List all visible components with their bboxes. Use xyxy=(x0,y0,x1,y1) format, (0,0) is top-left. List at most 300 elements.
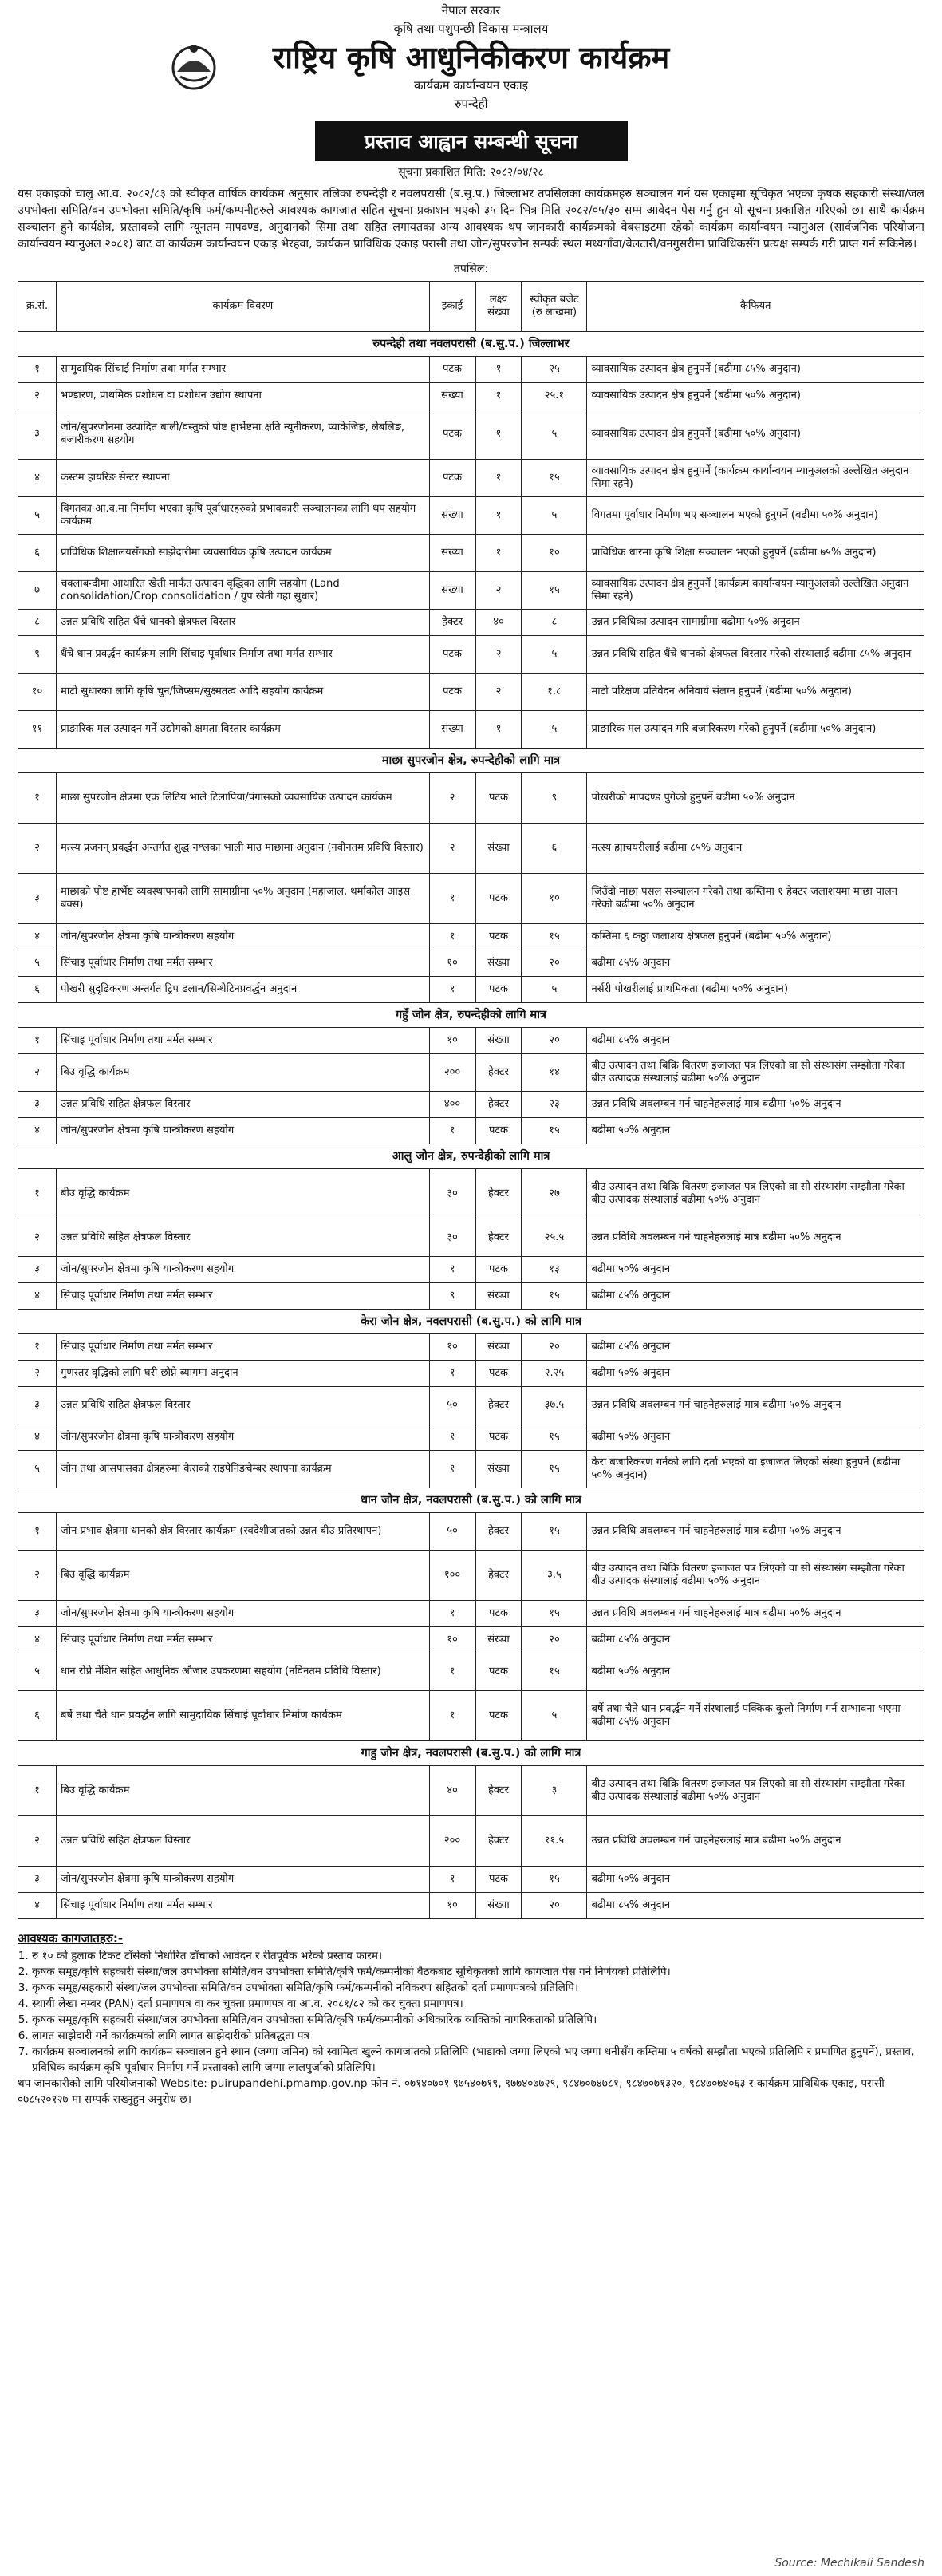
ministry-name: कृषि तथा पशुपन्छी विकास मन्त्रालय xyxy=(393,22,549,36)
row-target: ४० xyxy=(475,610,522,636)
row-remarks: उन्नत प्रविधि अवलम्बन गर्न चाहनेहरुलाई मात्र बढीमा ५०% अनुदान xyxy=(587,1219,924,1257)
row-sn: ४ xyxy=(18,1627,57,1653)
required-docs xyxy=(18,1930,924,2108)
table-row xyxy=(18,977,924,1003)
table-row xyxy=(18,1334,924,1361)
row-description: प्राविधिक शिक्षालयसँगको साझेदारीमा व्यवसायिक कृषि उत्पादन कार्यक्रम xyxy=(56,535,429,572)
table-row xyxy=(18,636,924,674)
table-row xyxy=(18,1766,924,1816)
row-sn: ११ xyxy=(18,711,57,749)
row-budget: १५ xyxy=(522,1118,587,1144)
row-target: हेक्टर xyxy=(475,1169,522,1219)
row-sn: ३ xyxy=(18,1092,57,1118)
table-header-row xyxy=(18,282,924,332)
row-budget: १५ xyxy=(522,1283,587,1310)
row-unit: १० xyxy=(429,1028,475,1054)
section-header-row xyxy=(18,1310,924,1334)
row-target: हेक्टर xyxy=(475,1766,522,1816)
col-sn-header: क्र.सं. xyxy=(18,282,57,332)
row-remarks: जिउँदो माछा पसल सञ्चालन गरेको तथा कम्तिमा १ हेक्टर जलाशयमा माछा पालन गरेको बढीमा ५०% अनुदान xyxy=(587,874,924,924)
row-sn: ६ xyxy=(18,977,57,1003)
col-unit-header: इकाई xyxy=(429,282,475,332)
row-budget: २० xyxy=(522,950,587,977)
table-row xyxy=(18,773,924,824)
row-sn: २ xyxy=(18,383,57,409)
row-sn: ३ xyxy=(18,409,57,460)
row-description: माछाको पोष्ट हार्भेष्ट व्यवस्थापनको लागि सामाग्रीमा ५०% अनुदान (महाजाल, थर्माकोल आइस बक्स) xyxy=(56,874,429,924)
row-unit: २ xyxy=(429,824,475,874)
row-description: जोन/सुपरजोन क्षेत्रमा कृषि यान्त्रीकरण सहयोग xyxy=(56,1257,429,1283)
row-sn: १ xyxy=(18,1334,57,1361)
row-remarks: बीउ उत्पादन तथा बिक्रि वितरण इजाजत पत्र लिएको वा सो संस्थासंग सम्झौता गरेका बीउ उत्पादक संस्थालाई बढीमा ५०% अनुदान xyxy=(587,1169,924,1219)
row-target: १ xyxy=(475,460,522,497)
row-sn: ८ xyxy=(18,610,57,636)
row-budget: २० xyxy=(522,1893,587,1919)
docs-list xyxy=(18,1948,924,2076)
row-sn: ३ xyxy=(18,1601,57,1627)
row-sn: ४ xyxy=(18,1893,57,1919)
row-target: पटक xyxy=(475,1653,522,1691)
row-target: संख्या xyxy=(475,824,522,874)
row-description: बिउ वृद्धि कार्यक्रम xyxy=(56,1766,429,1816)
row-sn: १ xyxy=(18,1766,57,1816)
row-remarks: मत्स्य ह्याचयरीलाई बढीमा ८५% अनुदान xyxy=(587,824,924,874)
row-description: पोखरी सुदृढिकरण अन्तर्गत ट्रिप ढलान/सिन्थेटिनप्रवर्द्धन अनुदान xyxy=(56,977,429,1003)
row-sn: ५ xyxy=(18,1653,57,1691)
table-row xyxy=(18,383,924,409)
row-unit: पटक xyxy=(429,409,475,460)
table-row xyxy=(18,1361,924,1387)
table-row xyxy=(18,674,924,711)
table-row xyxy=(18,1601,924,1627)
row-remarks: बीउ उत्पादन तथा बिक्रि वितरण इजाजत पत्र लिएको वा सो संस्थासंग सम्झौता गरेका बीउ उत्पादक संस्थालाई बढीमा ५०% अनुदान xyxy=(587,1054,924,1092)
row-target: हेक्टर xyxy=(475,1387,522,1424)
row-target: पटक xyxy=(475,1691,522,1741)
gov-name: नेपाल सरकार xyxy=(441,3,501,18)
table-row xyxy=(18,1691,924,1741)
row-budget: २० xyxy=(522,1028,587,1054)
row-target: पटक xyxy=(475,874,522,924)
row-remarks: व्यावसायिक उत्पादन क्षेत्र हुनुपर्ने (कार्यक्रम कार्यान्वयन म्यानुअलको उल्लेखित अनुदान सिमा रहने) xyxy=(587,572,924,610)
row-description: धान रोप्ने मेशिन सहित आधुनिक औजार उपकरणमा सहयोग (नविनतम प्रविधि विस्तार) xyxy=(56,1653,429,1691)
row-description: भण्डारण, प्राथमिक प्रशोधन वा प्रशोधन उद्योग स्थापना xyxy=(56,383,429,409)
row-target: २ xyxy=(475,674,522,711)
row-remarks: बढीमा ८५% अनुदान xyxy=(587,950,924,977)
row-target: पटक xyxy=(475,924,522,950)
row-unit: १० xyxy=(429,1893,475,1919)
section-title: आलु जोन क्षेत्र, रुपन्देहीको लागि मात्र xyxy=(18,1144,924,1169)
row-description: बीउ वृद्धि कार्यक्रम xyxy=(56,1169,429,1219)
section-title: धान जोन क्षेत्र, नवलपरासी (ब.सु.प.) को लागि मात्र xyxy=(18,1488,924,1513)
row-target: १ xyxy=(475,383,522,409)
table-row xyxy=(18,1028,924,1054)
section-header-row xyxy=(18,1488,924,1513)
table-row xyxy=(18,1816,924,1867)
row-budget: १५ xyxy=(522,1601,587,1627)
row-budget: ३ xyxy=(522,1766,587,1816)
row-unit: १० xyxy=(429,950,475,977)
row-description: माटो सुधारका लागि कृषि चुन/जिप्सम/सुक्ष्मतत्व आदि सहयोग कार्यक्रम xyxy=(56,674,429,711)
table-row xyxy=(18,460,924,497)
row-description: उन्नत प्रविधि सहित क्षेत्रफल विस्तार xyxy=(56,1816,429,1867)
row-remarks: व्यावसायिक उत्पादन क्षेत्र हुनुपर्ने (कार्यक्रम कार्यान्वयन म्यानुअलको उल्लेखित अनुदान सिमा रहने) xyxy=(587,460,924,497)
row-remarks: व्यावसायिक उत्पादन क्षेत्र हुनुपर्ने (बढीमा ५०% अनुदान) xyxy=(587,409,924,460)
row-sn: ५ xyxy=(18,950,57,977)
table-row xyxy=(18,711,924,749)
row-unit: संख्या xyxy=(429,572,475,610)
unit-name: कार्यक्रम कार्यान्वयन एकाइ xyxy=(413,78,529,93)
row-description: सिंचाइ पूर्वाधार निर्माण तथा मर्मत सम्भार xyxy=(56,1334,429,1361)
row-unit: १ xyxy=(429,1257,475,1283)
row-description: चक्लाबन्दीमा आधारित खेती मार्फत उत्पादन वृद्धिका लागि सहयोग (Land consolidation/Crop consolidation / ग्रुप खेती गहा सुधार) xyxy=(56,572,429,610)
row-unit: २०० xyxy=(429,1816,475,1867)
section-header-row xyxy=(18,1144,924,1169)
row-target: पटक xyxy=(475,1118,522,1144)
table-row xyxy=(18,1867,924,1893)
row-sn: ४ xyxy=(18,1283,57,1310)
table-row xyxy=(18,357,924,383)
row-budget: १४ xyxy=(522,1054,587,1092)
row-remarks: प्राङारिक मल उत्पादन गरि बजारिकरण गरेको हुनुपर्ने (बढीमा ५०% अनुदान) xyxy=(587,711,924,749)
row-target: संख्या xyxy=(475,1283,522,1310)
row-budget: १५ xyxy=(522,1867,587,1893)
row-budget: ५ xyxy=(522,711,587,749)
row-sn: १ xyxy=(18,357,57,383)
table-row xyxy=(18,950,924,977)
district-name: रुपन्देही xyxy=(454,97,488,111)
row-remarks: बढीमा ८५% अनुदान xyxy=(587,1893,924,1919)
row-target: पटक xyxy=(475,1867,522,1893)
table-row xyxy=(18,1169,924,1219)
section-header-row xyxy=(18,749,924,773)
row-unit: १ xyxy=(429,1601,475,1627)
row-sn: १ xyxy=(18,1028,57,1054)
row-unit: १ xyxy=(429,1424,475,1451)
table-row xyxy=(18,610,924,636)
row-remarks: व्यावसायिक उत्पादन क्षेत्र हुनुपर्ने (बढीमा ८५% अनुदान) xyxy=(587,357,924,383)
row-budget: २० xyxy=(522,1627,587,1653)
table-row xyxy=(18,1627,924,1653)
col-budget-header: स्वीकृत बजेट (रु लाखमा) xyxy=(522,282,587,332)
row-budget: ९ xyxy=(522,773,587,824)
row-remarks: बीउ उत्पादन तथा बिक्रि वितरण इजाजत पत्र लिएको वा सो संस्थासंग सम्झौता गरेका बीउ उत्पादक संस्थालाई बढीमा ५०% अनुदान xyxy=(587,1766,924,1816)
row-target: १ xyxy=(475,535,522,572)
row-target: संख्या xyxy=(475,1334,522,1361)
row-description: बिउ वृद्धि कार्यक्रम xyxy=(56,1054,429,1092)
row-budget: ५ xyxy=(522,409,587,460)
row-remarks: उन्नत प्रविधि अवलम्बन गर्न चाहनेहरुलाई मात्र बढीमा ५०% अनुदान xyxy=(587,1513,924,1551)
row-description: जोन प्रभाव क्षेत्रमा धानको क्षेत्र विस्तार कार्यक्रम (स्वदेशीजातको उन्नत बीउ प्रतिस्थापन) xyxy=(56,1513,429,1551)
row-budget: ५ xyxy=(522,1691,587,1741)
row-remarks: बढीमा ८५% अनुदान xyxy=(587,1334,924,1361)
row-target: पटक xyxy=(475,1601,522,1627)
row-target: पटक xyxy=(475,773,522,824)
row-remarks: बढीमा ५०% अनुदान xyxy=(587,1867,924,1893)
row-target: १ xyxy=(475,711,522,749)
tapasil-label: तपसिल: xyxy=(453,263,489,275)
section-title: केरा जोन क्षेत्र, नवलपरासी (ब.सु.प.) को लागि मात्र xyxy=(18,1310,924,1334)
table-row xyxy=(18,1653,924,1691)
row-target: १ xyxy=(475,357,522,383)
row-description: जोन/सुपरजोन क्षेत्रमा कृषि यान्त्रीकरण सहयोग xyxy=(56,1118,429,1144)
row-description: सिंचाइ पूर्वाधार निर्माण तथा मर्मत सम्भार xyxy=(56,1893,429,1919)
row-remarks: बीउ उत्पादन तथा बिक्रि वितरण इजाजत पत्र लिएको वा सो संस्थासंग सम्झौता गरेका बीउ उत्पादक संस्थालाई बढीमा ५०% अनुदान xyxy=(587,1551,924,1601)
row-sn: १ xyxy=(18,1169,57,1219)
table-row xyxy=(18,874,924,924)
row-target: संख्या xyxy=(475,1451,522,1488)
row-unit: ३० xyxy=(429,1219,475,1257)
row-budget: १३ xyxy=(522,1257,587,1283)
table-row xyxy=(18,1257,924,1283)
row-target: हेक्टर xyxy=(475,1816,522,1867)
row-unit: पटक xyxy=(429,460,475,497)
row-remarks: प्राविधिक धारमा कृषि शिक्षा सञ्चालन भएको हुनुपर्ने (बढीमा ७५% अनुदान) xyxy=(587,535,924,572)
contact-info: थप जानकारीको लागि परियोजनाको Website: puirupandehi.pmamp.gov.np फोन नं. ०७१४०७०१ ९७५४०७१९, ९७७४०७७२९, ९८४७०७४७८१, ९८४७०७१३२०, ९८४७०७४०६३ र कार्यक्रम प्राविधिक एकाइ, परासी ०७८५२०१२७ मा सम्पर्क राख्नुहुन अनुरोध छ। xyxy=(18,2077,885,2106)
row-sn: ६ xyxy=(18,535,57,572)
row-target: १ xyxy=(475,497,522,535)
row-unit: संख्या xyxy=(429,497,475,535)
row-budget: ५ xyxy=(522,977,587,1003)
row-budget: २७ xyxy=(522,1169,587,1219)
row-remarks: नर्सरी पोखरीलाई प्राथमिकता (बढीमा ५०% अनुदान) xyxy=(587,977,924,1003)
row-target: पटक xyxy=(475,977,522,1003)
row-budget: १.८ xyxy=(522,674,587,711)
row-remarks: बढीमा ८५% अनुदान xyxy=(587,1028,924,1054)
section-title: माछा सुपरजोन क्षेत्र, रुपन्देहीको लागि मात्र xyxy=(18,749,924,773)
row-budget: १५ xyxy=(522,1451,587,1488)
row-unit: १ xyxy=(429,977,475,1003)
row-description: उन्नत प्रविधि सहित क्षेत्रफल विस्तार xyxy=(56,1387,429,1424)
row-description: जोन/सुपरजोन क्षेत्रमा कृषि यान्त्रीकरण सहयोग xyxy=(56,1867,429,1893)
table-row xyxy=(18,824,924,874)
row-budget: ५ xyxy=(522,636,587,674)
row-description: बर्षे तथा चैते धान प्रवर्द्धन लागि सामुदायिक सिंचाई पूर्वाधार निर्माण कार्यक्रम xyxy=(56,1691,429,1741)
row-description: बिउ वृद्धि कार्यक्रम xyxy=(56,1551,429,1601)
row-unit: संख्या xyxy=(429,383,475,409)
table-row xyxy=(18,1513,924,1551)
row-budget: ८ xyxy=(522,610,587,636)
row-sn: १ xyxy=(18,1513,57,1551)
row-budget: २५ xyxy=(522,357,587,383)
row-budget: ३.५ xyxy=(522,1551,587,1601)
section-header-row xyxy=(18,332,924,357)
row-target: संख्या xyxy=(475,1627,522,1653)
row-unit: १ xyxy=(429,874,475,924)
row-description: जोन तथा आसपासका क्षेत्रहरुमा केराको राइपेनिङचेम्बर स्थापना कार्यक्रम xyxy=(56,1451,429,1488)
row-budget: १० xyxy=(522,874,587,924)
docs-title: आवश्यक कागजातहरु:- xyxy=(18,1931,124,1946)
doc-item: 6. लागत साझेदारी गर्ने कार्यक्रमको लागि लागत साझेदारीको प्रतिबद्धता पत्र xyxy=(32,2028,924,2044)
row-unit: पटक xyxy=(429,674,475,711)
row-remarks: बर्षे तथा चैते धान प्रवर्द्धन गर्ने संस्थालाई पक्किक कुलो निर्माण गर्न सम्भावना भएमा बढीमा ८५% अनुदान xyxy=(587,1691,924,1741)
row-target: पटक xyxy=(475,1424,522,1451)
doc-item: 5. कृषक समूह/कृषि सहकारी संस्था/जल उपभोक्ता समिति/वन उपभोक्ता समिति/कृषि फर्म/कम्पनीको अधिकारिक व्यक्तिको नागरिकताको प्रतिलिपि। xyxy=(32,2012,924,2028)
row-remarks: बढीमा ५०% अनुदान xyxy=(587,1257,924,1283)
row-budget: २३ xyxy=(522,1092,587,1118)
row-remarks: माटो परिक्षण प्रतिवेदन अनिवार्य संलग्न हुनुपर्ने (बढीमा ५०% अनुदान) xyxy=(587,674,924,711)
row-unit: १ xyxy=(429,1118,475,1144)
table-row xyxy=(18,1092,924,1118)
row-sn: ३ xyxy=(18,1867,57,1893)
table-row xyxy=(18,1551,924,1601)
row-target: २ xyxy=(475,572,522,610)
row-description: गुणस्तर वृद्धिको लागि घरी छोप्ने ब्यागमा अनुदान xyxy=(56,1361,429,1387)
row-remarks: बढीमा ५०% अनुदान xyxy=(587,1361,924,1387)
row-sn: २ xyxy=(18,1551,57,1601)
col-remarks-header: कैफियत xyxy=(587,282,924,332)
table-row xyxy=(18,924,924,950)
row-remarks: उन्नत प्रविधिका उत्पादन सामाग्रीमा बढीमा ५०% अनुदान xyxy=(587,610,924,636)
row-unit: १० xyxy=(429,1627,475,1653)
row-unit: ४० xyxy=(429,1766,475,1816)
row-unit: ५० xyxy=(429,1387,475,1424)
row-target: संख्या xyxy=(475,1028,522,1054)
table-row xyxy=(18,1118,924,1144)
table-row xyxy=(18,1451,924,1488)
row-description: सिंचाइ पूर्वाधार निर्माण तथा मर्मत सम्भार xyxy=(56,1627,429,1653)
table-row xyxy=(18,572,924,610)
row-budget: ५ xyxy=(522,497,587,535)
row-sn: ४ xyxy=(18,460,57,497)
row-budget: २५.१ xyxy=(522,383,587,409)
row-remarks: उन्नत प्रविधि अवलम्बन गर्न चाहनेहरुलाई मात्र बढीमा ५०% अनुदान xyxy=(587,1601,924,1627)
row-unit: १ xyxy=(429,1691,475,1741)
row-unit: २ xyxy=(429,773,475,824)
row-sn: ३ xyxy=(18,1257,57,1283)
row-unit: १० xyxy=(429,1334,475,1361)
doc-item: 3. कृषक समूह/सहकारी संस्था/जल उपभोक्ता समिति/वन उपभोक्ता समिति/कृषि फर्म/कम्पनीको नविकरण सहितको दर्ता प्रमाणपत्रको प्रतिलिपि। xyxy=(32,1980,924,1996)
row-description: सिंचाइ पूर्वाधार निर्माण तथा मर्मत सम्भार xyxy=(56,1028,429,1054)
publish-date: सूचना प्रकाशित मिति: २०८२/०४/२८ xyxy=(398,166,544,179)
row-budget: २५.५ xyxy=(522,1219,587,1257)
row-description: जोन/सुपरजोन क्षेत्रमा कृषि यान्त्रीकरण सहयोग xyxy=(56,1424,429,1451)
program-table xyxy=(18,281,924,1919)
row-remarks: कम्तिमा ६ कठ्ठा जलाशय क्षेत्रफल हुनुपर्ने (बढीमा ५०% अनुदान) xyxy=(587,924,924,950)
table-row xyxy=(18,497,924,535)
row-sn: ७ xyxy=(18,572,57,610)
row-description: उन्नत प्रविधि सहित क्षेत्रफल विस्तार xyxy=(56,1219,429,1257)
row-unit: १ xyxy=(429,924,475,950)
section-title: रुपन्देही तथा नवलपरासी (ब.सु.प.) जिल्लाभर xyxy=(18,332,924,357)
row-unit: संख्या xyxy=(429,535,475,572)
row-budget: १५ xyxy=(522,1424,587,1451)
intro-paragraph: यस एकाइको चालु आ.व. २०८२/८३ को स्वीकृत वार्षिक कार्यक्रम अनुसार तलिका रुपन्देही र नवलपरासी (ब.सु.प.) जिल्लाभर तपसिलका कार्यक्रमहरु सञ्चालन गर्न यस एकाइमा सूचिकृत भएका कृषक सहकारी संस्था/जल उपभोक्ता समिति/वन उपभोक्ता समिति/कृषि फर्म/कम्पनीहरुले आवश्यक कागजात सहित सूचना प्रकाशन भएको ३५ दिन भित्र मिति २०८२/०५/३० सम्म आवेदन पेस गर्नु हुन यो सूचना प्रकाशित गरिएको छ। साथै कार्यक्रम सञ्चालन हुने कार्यक्षेत्र, प्रस्तावको लागि न्यूनतम मापदण्ड, अनुदानको सिमा तथा सहित लगायतका अन्य आवश्यक थप जानकारी कार्यक्रमको वेबसाइटमा रहेको कार्यक्रम कार्यान्वयन म्यानुअल (सार्वजनिक परियोजना कार्यान्वयन म्यानुअल २०८१) बाट वा कार्यक्रम कार्यान्वयन एकाइ भैरहवा, कार्यक्रम प्राविधिक एकाइ परासी तथा जोन/सुपरजोन सम्पर्क स्थल मध्यगाँवा/बेलटारी/वनगुसरीमा प्राविधिकसँग प्रत्यक्ष सम्पर्क गरी प्राप्त गर्न सकिनेछ। xyxy=(18,188,925,251)
row-budget: ३७.५ xyxy=(522,1387,587,1424)
row-remarks: पोखरीको मापदण्ड पुगेको हुनुपर्ने बढीमा ५०% अनुदान xyxy=(587,773,924,824)
row-sn: ४ xyxy=(18,924,57,950)
row-description: सिंचाइ पूर्वाधार निर्माण तथा मर्मत सम्भार xyxy=(56,1283,429,1310)
row-sn: २ xyxy=(18,1361,57,1387)
row-description: जोन/सुपरजोनमा उत्पादित बाली/वस्तुको पोष्ट हार्भेष्टमा क्षति न्यूनीकरण, प्याकेजिङ, लेबलिङ, बजारीकरण सहयोग xyxy=(56,409,429,460)
row-target: संख्या xyxy=(475,950,522,977)
row-sn: २ xyxy=(18,1816,57,1867)
row-unit: ३० xyxy=(429,1169,475,1219)
row-remarks: बढीमा ५०% अनुदान xyxy=(587,1653,924,1691)
section-title: गाहु जोन क्षेत्र, नवलपरासी (ब.सु.प.) को लागि मात्र xyxy=(18,1741,924,1766)
row-budget: १५ xyxy=(522,1513,587,1551)
col-desc-header: कार्यक्रम विवरण xyxy=(56,282,429,332)
row-remarks: उन्नत प्रविधि सहित धैंचे धानको क्षेत्रफल विस्तार गरेको संस्थालाई बढीमा ८५% अनुदान xyxy=(587,636,924,674)
row-remarks: केरा बजारिकरण गर्नको लागि दर्ता भएको वा इजाजत लिएको संस्था हुनुपर्ने (बढीमा ५०% अनुदान) xyxy=(587,1451,924,1488)
row-description: माछा सुपरजोन क्षेत्रमा एक लिटिय भाले टिलापिया/पंगासको व्यवसायिक उत्पादन कार्यक्रम xyxy=(56,773,429,824)
row-unit: १०० xyxy=(429,1551,475,1601)
row-description: जोन/सुपरजोन क्षेत्रमा कृषि यान्त्रीकरण सहयोग xyxy=(56,1601,429,1627)
row-remarks: व्यावसायिक उत्पादन क्षेत्र हुनुपर्ने (बढीमा ५०% अनुदान) xyxy=(587,383,924,409)
row-target: हेक्टर xyxy=(475,1551,522,1601)
row-unit: १ xyxy=(429,1451,475,1488)
row-target: पटक xyxy=(475,1257,522,1283)
row-sn: २ xyxy=(18,1219,57,1257)
row-budget: ६ xyxy=(522,824,587,874)
col-target-header: लक्ष्य संख्या xyxy=(475,282,522,332)
row-description: विगतका आ.व.मा निर्माण भएका कृषि पूर्वाधारहरुको प्रभावकारी सञ्चालनका लागि थप सहयोग कार्यक्रम xyxy=(56,497,429,535)
row-sn: ५ xyxy=(18,1451,57,1488)
row-remarks: विगतमा पूर्वाधार निर्माण भए सञ्चालन भएको हुनुपर्ने (बढीमा ५०% अनुदान) xyxy=(587,497,924,535)
section-header-row xyxy=(18,1741,924,1766)
row-budget: १० xyxy=(522,535,587,572)
row-budget: २० xyxy=(522,1334,587,1361)
table-row xyxy=(18,1283,924,1310)
table-row xyxy=(18,1054,924,1092)
row-description: उन्नत प्रविधि सहित धैंचे धानको क्षेत्रफल विस्तार xyxy=(56,610,429,636)
row-budget: ११.५ xyxy=(522,1816,587,1867)
doc-item: 1. रु १० को हुलाक टिकट टाँसेको निर्धारित ढाँचाको आवेदन र रीतपूर्वक भरेको प्रस्ताव फारम। xyxy=(32,1948,924,1964)
row-description: उन्नत प्रविधि सहित क्षेत्रफल विस्तार xyxy=(56,1092,429,1118)
row-remarks: बढीमा ५०% अनुदान xyxy=(587,1118,924,1144)
row-description: सामुदायिक सिंचाई निर्माण तथा मर्मत सम्भार xyxy=(56,357,429,383)
doc-item: 7. कार्यक्रम सञ्चालनको लागि कार्यक्रम सञ्चालन हुने स्थान (जग्गा जमिन) को स्वामित्व खुल्ने कागजातको प्रतिलिपि (भाडाको जग्गा लिएको भए जग्गा धनीसँग कम्तिमा ५ वर्षको सम्झौता भएको प्रतिलिपि र प्रमाणित हुनुपर्ने), प्रस्ताव, प्रविधिक कार्यक्रम कृषि पूर्वाधार निर्माण गर्ने प्रस्तावको लागि जग्गा लालपुर्जाको प्रतिलिपि। xyxy=(32,2044,924,2076)
table-row xyxy=(18,1893,924,1919)
row-unit: पटक xyxy=(429,357,475,383)
row-sn: २ xyxy=(18,824,57,874)
row-sn: ४ xyxy=(18,1424,57,1451)
row-description: प्राङारिक मल उत्पादन गर्ने उद्योगको क्षमता विस्तार कार्यक्रम xyxy=(56,711,429,749)
table-row xyxy=(18,535,924,572)
row-description: सिंचाइ पूर्वाधार निर्माण तथा मर्मत सम्भार xyxy=(56,950,429,977)
row-sn: २ xyxy=(18,1054,57,1092)
section-title: गहुँ जोन क्षेत्र, रुपन्देहीको लागि मात्र xyxy=(18,1003,924,1028)
row-budget: १५ xyxy=(522,460,587,497)
row-unit: ४०० xyxy=(429,1092,475,1118)
row-unit: १ xyxy=(429,1361,475,1387)
row-unit: ५० xyxy=(429,1513,475,1551)
row-description: मत्स्य प्रजनन् प्रवर्द्धन अन्तर्गत शुद्ध नश्लका भाली माउ माछामा अनुदान (नवीनतम प्रविधि विस्तार) xyxy=(56,824,429,874)
row-unit: पटक xyxy=(429,636,475,674)
row-remarks: उन्नत प्रविधि अवलम्बन गर्न चाहनेहरुलाई मात्र बढीमा ५०% अनुदान xyxy=(587,1092,924,1118)
row-description: कस्टम हायरिङ सेन्टर स्थापना xyxy=(56,460,429,497)
row-budget: १५ xyxy=(522,1653,587,1691)
table-body xyxy=(18,332,924,1919)
row-budget: १५ xyxy=(522,572,587,610)
row-budget: १५ xyxy=(522,924,587,950)
row-unit: ९ xyxy=(429,1283,475,1310)
row-target: पटक xyxy=(475,1361,522,1387)
row-description: जोन/सुपरजोन क्षेत्रमा कृषि यान्त्रीकरण सहयोग xyxy=(56,924,429,950)
row-description: धैंचे धान प्रवर्द्धन कार्यक्रम लागि सिंचाइ पूर्वाधार निर्माण तथा मर्मत सम्भार xyxy=(56,636,429,674)
table-row xyxy=(18,409,924,460)
notice-header xyxy=(0,0,942,113)
doc-item: 2. कृषक समूह/कृषि सहकारी संस्था/जल उपभोक्ता समिति/वन उपभोक्ता समिति/कृषि फर्म/कम्पनीको बैठकबाट सूचिकृतको लागि कागजात पेस गर्ने निर्णयको प्रतिलिपि। xyxy=(32,1964,924,1980)
row-sn: ३ xyxy=(18,1387,57,1424)
row-sn: ९ xyxy=(18,636,57,674)
program-title: राष्ट्रिय कृषि आधुनिकीकरण कार्यक्रम xyxy=(272,40,670,75)
row-remarks: बढीमा ८५% अनुदान xyxy=(587,1627,924,1653)
nepal-emblem-icon xyxy=(169,41,219,91)
row-target: हेक्टर xyxy=(475,1092,522,1118)
row-remarks: उन्नत प्रविधि अवलम्बन गर्न चाहनेहरुलाई मात्र बढीमा ५०% अनुदान xyxy=(587,1387,924,1424)
row-remarks: बढीमा ८५% अनुदान xyxy=(587,1283,924,1310)
row-sn: १ xyxy=(18,773,57,824)
